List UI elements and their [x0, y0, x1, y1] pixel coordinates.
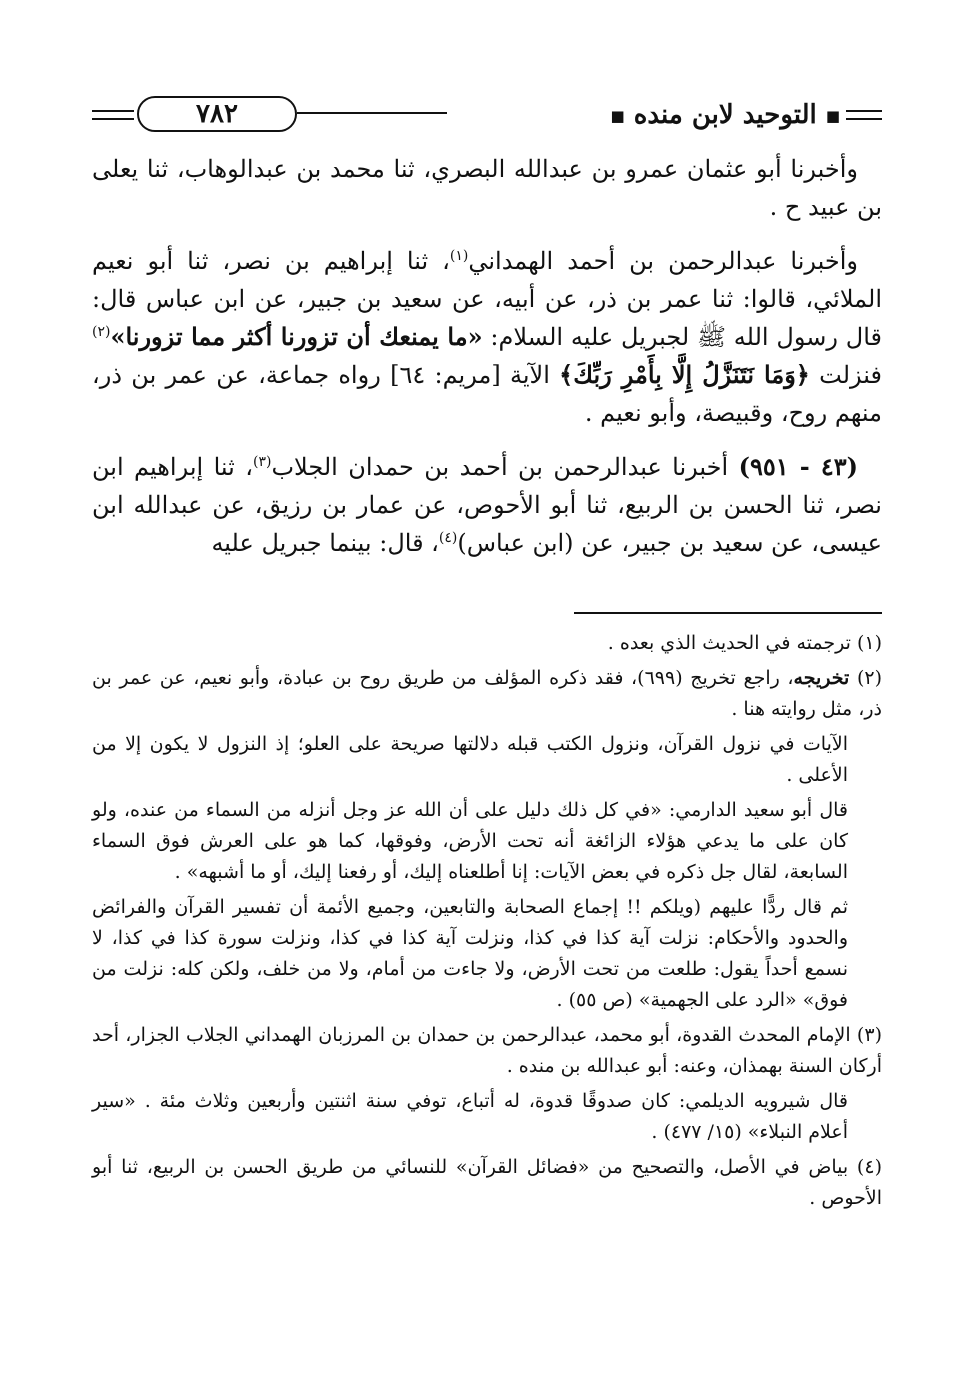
- p2-text-d: الآية [مريم: ٦٤] رواه جماعة، عن عمر بن ذر، منهم روح، وقبيصة، وأبو نعيم .: [92, 361, 882, 427]
- paragraph-1: [92, 150, 882, 226]
- header-rule-right: [846, 110, 882, 112]
- footnote-4: (٤) بياض في الأصل، والتصحيح من «فضائل القرآن» للنسائي من طريق الحسن بن الربيع، ثنا أبو الأحوص .: [92, 1156, 882, 1209]
- p3-text-b: ، ثنا إبراهيم ابن نصر، ثنا الحسن بن الربيع، ثنا أبو الأحوص، عن عمار بن رزيق، عن عبدالله ابن عيسى، عن سعيد بن جبير، عن (ابن عباس): [92, 453, 882, 557]
- p3-text-a: أخبرنا عبدالرحمن بن أحمد بن حمدان الجلاب: [271, 453, 739, 481]
- p2-text-a: وأخبرنا عبدالرحمن بن أحمد الهمداني: [468, 247, 858, 275]
- p2-text-c: فنزلت: [819, 361, 882, 389]
- p3-text-c: ، قال: بينما جبريل عليه: [211, 529, 439, 557]
- page-header: [92, 96, 882, 140]
- header-rule-middle: [297, 112, 447, 114]
- header-rule-left-lower: [92, 118, 134, 120]
- footnote-3: (٣) الإمام المحدث القدوة، أبو محمد، عبدالرحمن بن حمدان بن المرزبان الهمداني الجلاب الجزار، أحد أركان السنة بهمذان، وعنه: أبو عبدالله بن منده .: [92, 1024, 882, 1077]
- footnote-2-para-c: قال أبو سعيد الدارمي: «في كل ذلك دليل على أن الله عز وجل أنزله من السماء من عنده، ولو كان على ما يدعي هؤلاء الزائغة أنه تحت الأرض، وفوقها، كما هو على العرش فوق السماء السابعة، لقال جل ذكره في بعض الآيات: إنا أطلعناه إليك، أو رفعنا إليك، أو ما أشبهه» .: [92, 799, 848, 883]
- footnote-ref-4: (٤): [438, 530, 458, 546]
- main-text: [92, 150, 882, 562]
- footnotes: [92, 628, 882, 1214]
- paragraph-2: [92, 242, 882, 432]
- book-title: التوحيد لابن منده: [633, 100, 817, 130]
- footnote-ref-2: (٢): [92, 324, 111, 340]
- footnote-ref-1: (١): [449, 248, 469, 264]
- p2-text-b: ، ثنا إبراهيم بن نصر، ثنا أبو نعيم الملائي، قالوا: ثنا عمر بن ذر، عن أبيه، عن سعيد بن جبير، عن ابن عباس قال: قال رسول الله ﷺ لجبريل عليه السلام:: [92, 247, 882, 351]
- header-rule-left: [92, 110, 134, 112]
- footnote-2: [92, 663, 882, 725]
- hadith-quote: «ما يمنعك أن تزورنا أكثر مما تزورنا»: [110, 322, 483, 351]
- title-mark-left: ■: [610, 107, 625, 125]
- footnote-separator: [574, 612, 882, 614]
- header-rule-right-lower: [846, 118, 882, 120]
- footnote-2-heading: تخريجه: [793, 667, 850, 689]
- footnote-2-para-d: ثم قال ردًّا عليهم (ويلكم !! إجماع الصحابة والتابعين، وجميع الأئمة أن تفسير القرآن والفرائض والحدود والأحكام: نزلت آية كذا في كذا، ونزلت آية كذا في كذا، ونزلت سورة كذا في كذا، لا نسمع أحداً يقول: طلعت من تحت الأرض، ولا جاءت من أمام، ولا من خلف، ولكن كله: نزلت من فوق» «الرد على الجهمية» (ص ٥٥) .: [92, 896, 848, 1011]
- title-mark-right: ■: [825, 107, 840, 125]
- paragraph-3: [92, 448, 882, 562]
- footnote-2-para-b: الآيات في نزول القرآن، ونزول الكتب قبله دلالتها صريحة على العلو؛ إذ النزول لا يكون إلا من الأعلى .: [92, 733, 848, 786]
- footnote-ref-3: (٣): [252, 454, 272, 470]
- running-title: [611, 100, 841, 131]
- footnote-1: (١) ترجمته في الحديث الذي بعده .: [607, 632, 882, 654]
- p1-text: وأخبرنا أبو عثمان عمرو بن عبدالله البصري، ثنا محمد بن عبدالوهاب، ثنا يعلى بن عبيد ح .: [92, 155, 882, 221]
- footnote-2-text: ، راجع تخريج (٦٩٩)، فقد ذكره المؤلف من طريق روح بن عبادة، وأبو نعيم، عن عمر بن ذر، مثل روايته هنا .: [92, 667, 882, 720]
- footnote-2-number: (٢): [856, 667, 882, 689]
- footnote-3-para-b: قال شيرويه الديلمي: كان صدوقًا قدوة، له أتباع، توفي سنة اثنتين وأربعين وثلاث مئة . «سير أعلام النبلاء» (١٥/ ٤٧٧) .: [92, 1090, 848, 1143]
- hadith-number: (٤٣ - ٩٥١): [738, 452, 858, 481]
- quran-verse: ﴿وَمَا نَتَنَزَّلُ إِلَّا بِأَمْرِ رَبِّكَ﴾: [559, 360, 810, 389]
- page-number: ٧٨٢: [137, 96, 297, 132]
